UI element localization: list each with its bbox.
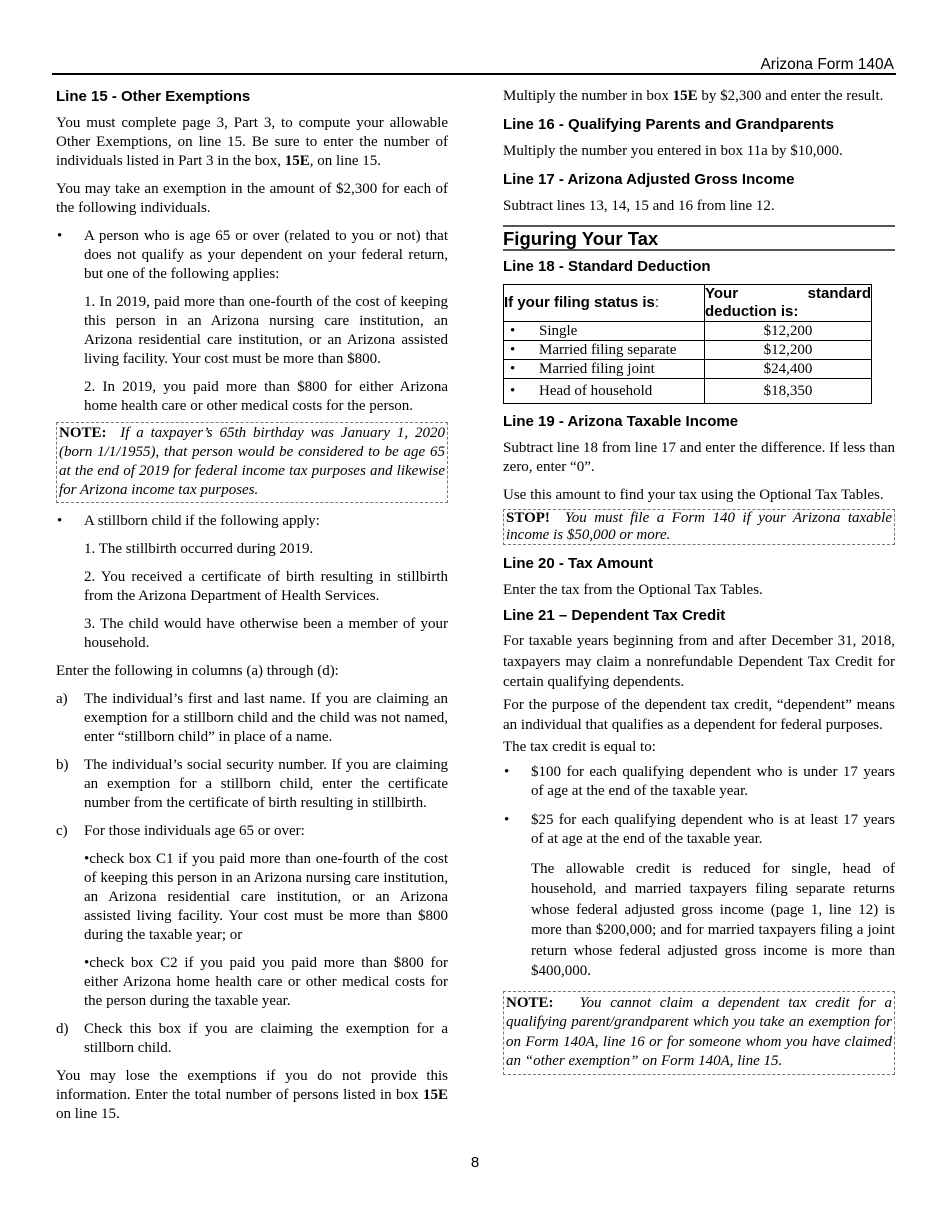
table-row	[504, 322, 872, 341]
form-title: Arizona Form 140A	[760, 56, 894, 73]
filing-status-cell: • Head of household	[504, 379, 705, 404]
filing-status-cell: • Single	[504, 322, 705, 341]
columns-intro: Enter the following in columns (a) through (d):	[56, 663, 339, 679]
column-b-item: b) The individual’s social security number. If you are claiming an exemption for a stillborn child, enter the certificate number from the certificate of birth resulting in stillbirth.	[56, 757, 448, 811]
exemption-amount-paragraph: You may take an exemption in the amount of $2,300 for each of the following individuals.	[56, 181, 448, 216]
deduction-cell: $18,350	[705, 379, 872, 404]
line19-paragraph-2: Use this amount to find your tax using the Optional Tax Tables.	[503, 487, 884, 503]
stop-box: STOP! You must file a Form 140 if your Arizona taxable income is $50,000 or more.	[503, 509, 895, 545]
line21-paragraph-1: For taxable years beginning from and after December 31, 2018, taxpayers may claim a nonrefundable Dependent Tax Credit for certain qualifying dependents.	[503, 633, 895, 690]
column-c-sub-2: •check box C2 if you paid you paid more than $800 for either Arizona home health care or other medical costs for the person during the taxable year.	[84, 955, 448, 1009]
stillborn-item-2: 2. You received a certificate of birth resulting in stillbirth from the Arizona Department of Health Services.	[84, 569, 448, 604]
standard-deduction-table	[503, 284, 872, 404]
filing-status-cell: • Married filing joint	[504, 360, 705, 379]
bullet-stillborn: • A stillborn child if the following apply:	[56, 512, 448, 531]
column-c-item: c) For those individuals age 65 or over:	[56, 823, 305, 839]
line19-paragraph-1: Subtract line 18 from line 17 and enter the difference. If less than zero, enter “0”.	[503, 440, 895, 475]
stillborn-item-3: 3. The child would have otherwise been a member of your household.	[84, 616, 448, 651]
age65-item-1: 1. In 2019, paid more than one-fourth of the cost of keeping this person in an Arizona nursing care institution, an Arizona residential care institution, or an Arizona assisted living facility. Your cost must be more than $800.	[84, 294, 448, 367]
line19-heading: Line 19 - Arizona Taxable Income	[503, 413, 739, 430]
right-column	[503, 87, 895, 1084]
line21-paragraph-2: For the purpose of the dependent tax credit, “dependent” means an individual that qualifies as a dependent for federal purposes.	[503, 696, 895, 733]
table-header-row	[504, 285, 872, 322]
filing-status-cell: • Married filing separate	[504, 341, 705, 360]
age65-item-2: 2. In 2019, you paid more than $800 for either Arizona home health care or other medical costs for the person.	[84, 379, 448, 414]
filing-status-header: If your filing status is:	[504, 285, 705, 322]
credit-reduction-paragraph: The allowable credit is reduced for single, head of household, and married taxpayers filing separate returns whose federal adjusted gross income (page 1, line 12) is more than $200,000; and for married taxpayers filing a joint return whose federal adjusted gross income is more than $400,000.	[531, 860, 895, 979]
line16-text: Multiply the number you entered in box 11a by $10,000.	[503, 143, 843, 159]
multiply-paragraph: Multiply the number in box 15E by $2,300 and enter the result.	[503, 88, 884, 104]
deduction-header: Your standard deduction is:	[705, 285, 871, 320]
figuring-your-tax-heading: Figuring Your Tax	[503, 225, 895, 251]
deduction-cell: $24,400	[705, 360, 872, 379]
page-number: 8	[470, 1154, 480, 1171]
table-row	[504, 360, 872, 379]
column-d-item: d) Check this box if you are claiming the exemption for a stillborn child.	[56, 1021, 448, 1056]
final-paragraph: You may lose the exemptions if you do not provide this information. Enter the total number of persons listed in box 15E on line 15.	[56, 1068, 448, 1122]
deduction-cell: $12,200	[705, 341, 872, 360]
line20-text: Enter the tax from the Optional Tax Tables.	[503, 582, 763, 598]
line15-heading: Line 15 - Other Exemptions	[56, 88, 251, 105]
column-c-sub-1: •check box C1 if you paid more than one-fourth of the cost of keeping this person in an Arizona nursing care institution, an Arizona residential care institution, or an Arizona assisted living facility. Your cost must be more than $800 during the taxable year; or	[84, 851, 448, 943]
line18-heading: Line 18 - Standard Deduction	[503, 258, 711, 275]
page-header	[52, 54, 896, 75]
note-box-65th-birthday: NOTE: If a taxpayer’s 65th birthday was January 1, 2020 (born 1/1/1955), that person would be considered to be age 65 at the end of 2019 for federal income tax purposes and likewise for Arizona income tax purposes.	[56, 422, 448, 503]
stillborn-item-1: 1. The stillbirth occurred during 2019.	[84, 541, 314, 557]
bullet-age65: • A person who is age 65 or over (related to you or not) that does not qualify as your dependent on your federal return, but one of the following applies:	[56, 227, 448, 284]
line16-heading: Line 16 - Qualifying Parents and Grandparents	[503, 116, 834, 133]
table-row	[504, 341, 872, 360]
line15-paragraph: You must complete page 3, Part 3, to compute your allowable Other Exemptions, on line 15. Be sure to enter the number of individuals listed in Part 3 in the box, 15E, on line 15.	[56, 115, 448, 169]
column-a-item: a) The individual’s first and last name. If you are claiming an exemption for a stillborn child and the child was not named, enter “stillborn child” in place of a name.	[56, 691, 448, 745]
deduction-cell: $12,200	[705, 322, 872, 341]
bullet-25-credit: • $25 for each qualifying dependent who is at least 17 years of at age at the end of the taxable year.	[503, 811, 895, 849]
note-box-dependent-credit: NOTE: You cannot claim a dependent tax credit for a qualifying parent/grandparent which you take an exemption for on Form 140A, line 16 or for someone whom you have claimed an “other exemption” on Form 140A, line 15.	[503, 991, 895, 1075]
bullet-100-credit: • $100 for each qualifying dependent who is under 17 years of age at the end of the taxable year.	[503, 763, 895, 801]
left-column	[56, 87, 448, 1133]
table-row	[504, 379, 872, 404]
line17-heading: Line 17 - Arizona Adjusted Gross Income	[503, 171, 795, 188]
line17-text: Subtract lines 13, 14, 15 and 16 from line 12.	[503, 198, 775, 214]
line21-heading: Line 21 – Dependent Tax Credit	[503, 607, 726, 624]
line20-heading: Line 20 - Tax Amount	[503, 555, 654, 572]
line21-paragraph-3: The tax credit is equal to:	[503, 738, 656, 755]
